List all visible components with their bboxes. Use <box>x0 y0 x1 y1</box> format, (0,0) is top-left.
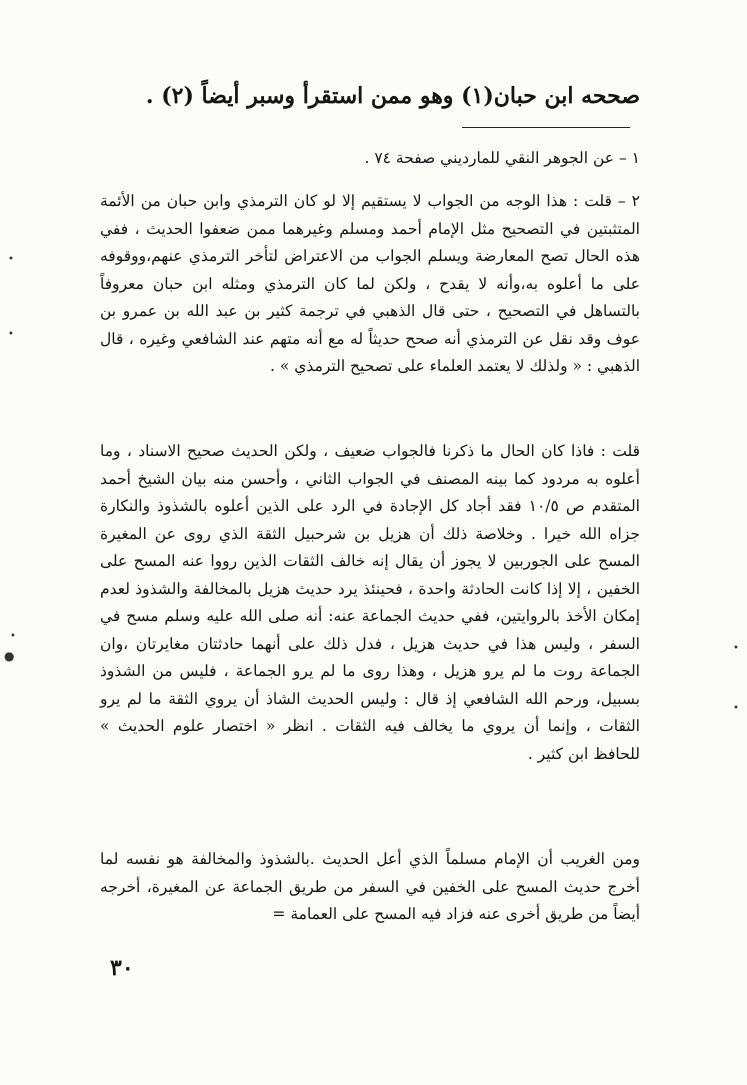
footnote-2-paragraph-2: قلت : فاذا كان الحال ما ذكرنا فالجواب ضعيف ، ولكن الحديث صحيح الاسناد ، وما أعلوه به مردود كما بينه المصنف في الجواب الثاني ، وأحسن منه بيان الشيخ أحمد المتقدم ص ١٠/٥ فقد أجاد كل الإجادة في الرد على الذين أعلوه بالشذوذ والنكارة جزاه الله خيرا . وخلاصة ذلك أن هزيل بن شرحبيل الثقة الذي روى عن المغيرة المسح على الجوربين لا يجوز أن يقال إنه خالف الثقات الذين رووا عنه المسح على الخفين ، إلا إذا كانت الحادثة واحدة ، فحينئذ يرد حديث هزيل بالمخالفة والشذوذ لعدم إمكان الأخذ بالروايتين، ففي حديث الجماعة عنه: أنه صلى الله عليه وسلم مسح في السفر ، وليس هذا في حديث هزيل ، فدل ذلك على أنهما حادثتان مغايرتان ،وان الجماعة روت ما لم يرو هزيل ، وهذا روى ما لم يرو الجماعة ، فليس من الشذوذ بسبيل، ورحم الله الشافعي إذ قال : وليس الحديث الشاذ أن يروي الثقة ما لم يرو الثقات ، وإنما أن يروي ما يخالف فيه الثقات . انظر « اختصار علوم الحديث » للحافظ ابن كثير . <box>100 442 640 763</box>
footnote-divider <box>462 127 630 128</box>
margin-speck: • <box>8 254 14 265</box>
page-number: ٣٠ <box>110 955 134 981</box>
margin-speck: ● <box>4 649 15 663</box>
footnote-1: ١ – عن الجوهر النقي للمارديني صفحة ٧٤ . <box>364 149 640 167</box>
footnote-2: ٢ – قلت : هذا الوجه من الجواب لا يستقيم إلا لو كان الترمذي وابن حبان من الأئمة المتثبتين في التصحيح مثل الإمام أحمد ومسلم وغيرهما ممن ضعفوا الحديث ، ففي هذه الحال تصح المعارضة ويسلم الجواب من الاعتراض لتأخر الترمذي عنهم،ووقوفه على ما أعلوه به،وأنه لا يقدح ، ولكن لما كان الترمذي ومثله ابن حبان معروفاً بالتساهل في التصحيح ، حتى قال الذهبي في ترجمة كثير بن عبد الله بن عمرو بن عوف وقد نقل عن الترمذي أنه صحح حديثاً له مع أنه متهم عند الشافعي وغيره ، قال الذهبي : « ولذلك لا يعتمد العلماء على تصحيح الترمذي » . <box>100 192 640 375</box>
main-text-line: صححه ابن حبان(١) وهو ممن استقرأ وسبر أيضاً (٢) . <box>145 83 640 109</box>
margin-speck: • <box>733 703 739 714</box>
margin-speck: • <box>10 631 16 642</box>
footnote-2-paragraph-3: ومن الغريب أن الإمام مسلماً الذي أعل الحديث .بالشذوذ والمخالفة هو نفسه لما أخرج حديث المسح على الخفين في السفر من طريق الجماعة عن المغيرة، أخرجه أيضاً من طريق أخرى عنه فزاد فيه المسح على العمامة = <box>100 850 640 923</box>
margin-speck: • <box>8 329 14 340</box>
margin-speck: • <box>733 643 739 654</box>
